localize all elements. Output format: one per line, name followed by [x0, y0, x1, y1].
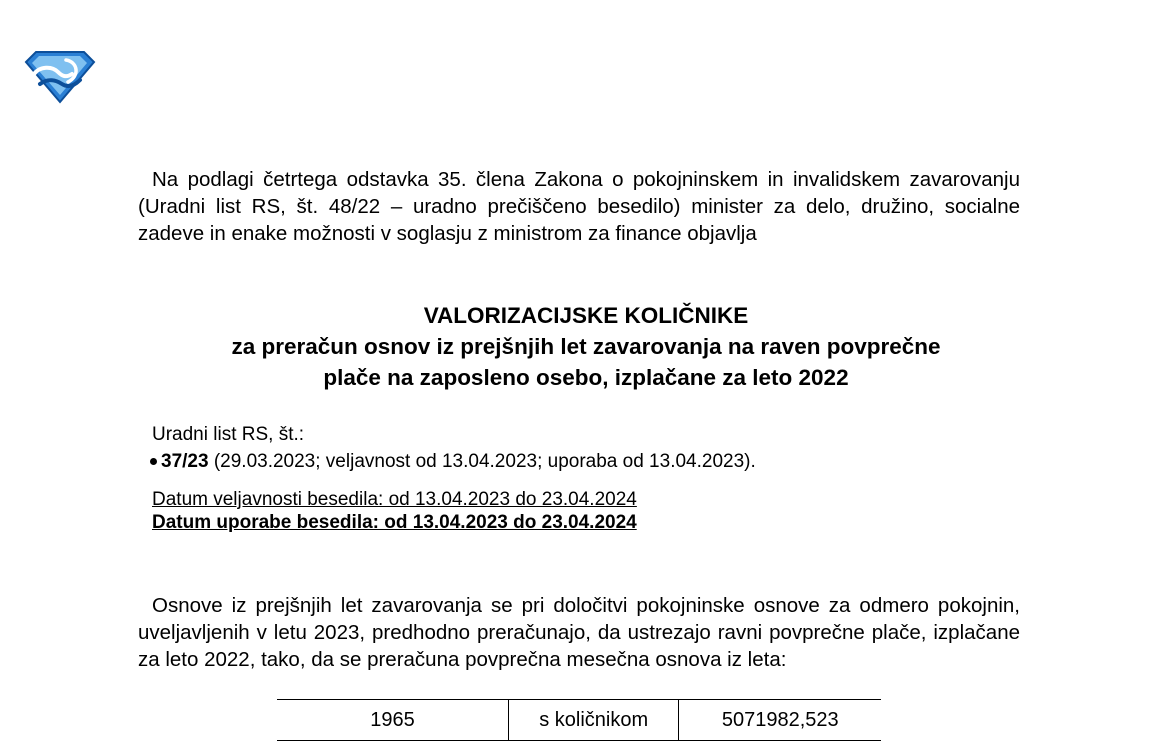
- validity-date: Datum veljavnosti besedila: od 13.04.2023 do 23.04.2024: [152, 489, 637, 510]
- gazette-label: Uradni list RS, št.:: [152, 424, 305, 445]
- coefficient-cell: 5071982,523: [679, 700, 881, 741]
- title-line-2: za preračun osnov iz prejšnjih let zavarovanja na raven povprečne: [231, 334, 941, 359]
- year-cell: 1965: [277, 700, 508, 741]
- gazette-reference: [152, 421, 756, 475]
- application-date: Datum uporabe besedila: od 13.04.2023 do 23.04.2024: [152, 512, 637, 533]
- document-title: [138, 300, 1034, 393]
- body-paragraph: Osnove iz prejšnjih let zavarovanja se pri določitvi pokojninske osnove za odmero pokojnin, uveljavljenih v letu 2023, predhodno preračunajo, da ustrezajo ravni povprečne plače, izplačane za leto 2022, tako, da se preračuna povprečna mesečna osnova iz leta:: [138, 594, 1020, 671]
- intro-paragraph: Na podlagi četrtega odstavka 35. člena Zakona o pokojninskem in invalidskem zavarovanju (Uradni list RS, št. 48/22 – uradno prečiščeno besedilo) minister za delo, družino, socialne zadeve in enake možnosti v soglasju z ministrom za finance objavlja: [138, 168, 1020, 245]
- gazette-entry-details: (29.03.2023; veljavnost od 13.04.2023; uporaba od 13.04.2023).: [208, 451, 756, 472]
- bullet-icon: [150, 458, 157, 465]
- connector-cell: s količnikom: [508, 700, 679, 741]
- coefficient-table: [277, 699, 881, 741]
- gazette-entry: [150, 448, 756, 475]
- title-line-1: VALORIZACIJSKE KOLIČNIKE: [423, 303, 749, 328]
- title-line-3: plače na zaposleno osebo, izplačane za leto 2022: [323, 365, 849, 390]
- gazette-entry-number: 37/23: [161, 451, 209, 472]
- table-row: [277, 700, 881, 741]
- sd-shield-logo-icon: [22, 48, 96, 104]
- validity-dates: [152, 488, 637, 534]
